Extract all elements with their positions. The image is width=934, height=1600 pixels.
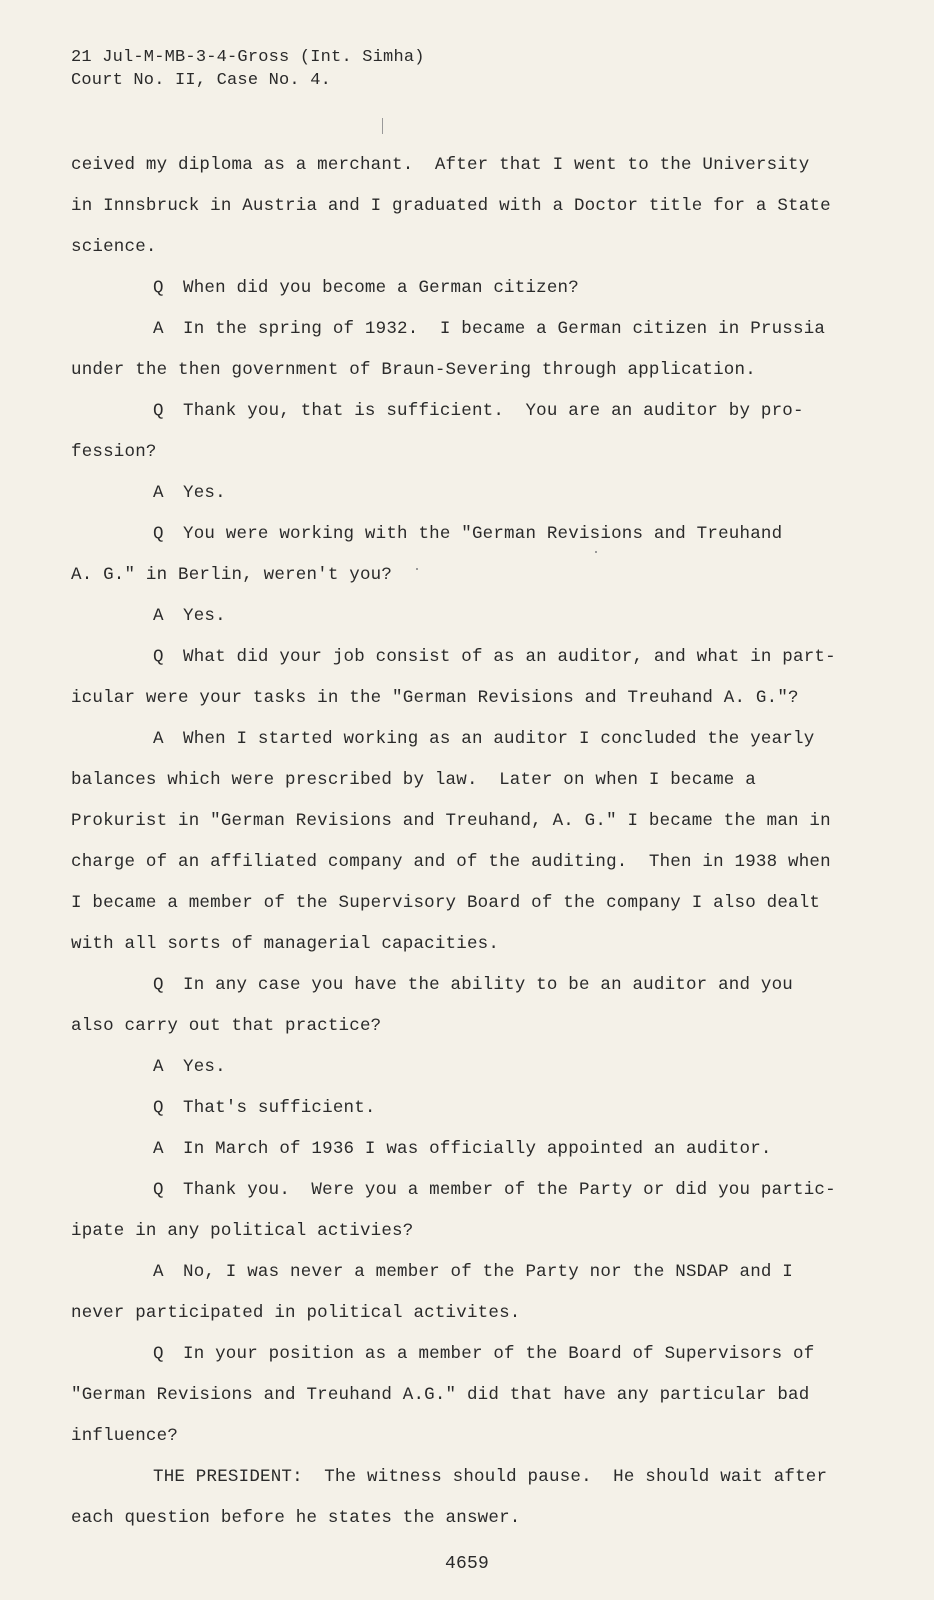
line-text: When I started working as an auditor I concluded the yearly: [183, 729, 815, 749]
line-text: with all sorts of managerial capacities.: [71, 934, 500, 954]
speaker-label: A: [153, 319, 164, 339]
transcript-line: [71, 596, 891, 637]
transcript-line: [71, 432, 891, 473]
line-text: Yes.: [183, 483, 226, 503]
speaker-label: A: [153, 1139, 164, 1159]
transcript-line: [71, 637, 891, 678]
speaker-label: Q: [153, 401, 164, 421]
line-text: science.: [71, 237, 157, 257]
scan-mark: [382, 118, 383, 134]
transcript-line: [71, 514, 891, 555]
line-text: That's sufficient.: [183, 1098, 376, 1118]
line-text: fession?: [71, 442, 157, 462]
line-text: charge of an affiliated company and of the auditing. Then in 1938 when: [71, 852, 831, 872]
line-text: in Innsbruck in Austria and I graduated with a Doctor title for a State: [71, 196, 831, 216]
speaker-label: A: [153, 606, 164, 626]
line-text: ipate in any political activies?: [71, 1221, 414, 1241]
transcript-line: [71, 1498, 891, 1539]
transcript-line: [71, 760, 891, 801]
header-court-case: Court No. II, Case No. 4.: [71, 71, 332, 90]
transcript-line: [71, 145, 891, 186]
transcript-line: [71, 268, 891, 309]
line-text: Yes.: [183, 606, 226, 626]
transcript-line: [71, 1006, 891, 1047]
transcript-line: [71, 883, 891, 924]
speaker-label: Q: [153, 1098, 164, 1118]
header-reference: 21 Jul-M-MB-3-4-Gross (Int. Simha): [71, 48, 425, 67]
speaker-label: A: [153, 1262, 164, 1282]
transcript-line: [71, 1129, 891, 1170]
speaker-label: Q: [153, 647, 164, 667]
line-text: balances which were prescribed by law. Later on when I became a: [71, 770, 756, 790]
transcript-line: [71, 719, 891, 760]
line-text: No, I was never a member of the Party nor the NSDAP and I: [183, 1262, 793, 1282]
transcript-line: [71, 1334, 891, 1375]
document-header: [71, 46, 425, 92]
transcript-line: [71, 842, 891, 883]
line-text: In March of 1936 I was officially appointed an auditor.: [183, 1139, 772, 1159]
line-text: Thank you, that is sufficient. You are an auditor by pro-: [183, 401, 804, 421]
transcript-body: [71, 145, 891, 1539]
transcript-line: [71, 1375, 891, 1416]
transcript-line: [71, 227, 891, 268]
transcript-line: [71, 1047, 891, 1088]
speaker-label: A: [153, 729, 164, 749]
line-text: In your position as a member of the Board of Supervisors of: [183, 1344, 815, 1364]
line-text: "German Revisions and Treuhand A.G." did that have any particular bad: [71, 1385, 810, 1405]
speaker-label: Q: [153, 1344, 164, 1364]
line-text: under the then government of Braun-Severing through application.: [71, 360, 756, 380]
speaker-label: Q: [153, 1180, 164, 1200]
transcript-line: [71, 1252, 891, 1293]
transcript-line: [71, 678, 891, 719]
scan-mark: [416, 568, 418, 570]
transcript-line: [71, 801, 891, 842]
line-text: never participated in political activites.: [71, 1303, 521, 1323]
transcript-line: [71, 555, 891, 596]
speaker-label: Q: [153, 975, 164, 995]
line-text: influence?: [71, 1426, 179, 1446]
line-text: A. G." in Berlin, weren't you?: [71, 565, 393, 585]
transcript-line: [71, 186, 891, 227]
transcript-line: [71, 350, 891, 391]
line-text: You were working with the "German Revisions and Treuhand: [183, 524, 783, 544]
line-text: I became a member of the Supervisory Board of the company I also dealt: [71, 893, 821, 913]
scan-mark: [595, 551, 597, 553]
speaker-label: A: [153, 483, 164, 503]
speaker-label: Q: [153, 278, 164, 298]
line-text: also carry out that practice?: [71, 1016, 382, 1036]
line-text: ceived my diploma as a merchant. After that I went to the University: [71, 155, 810, 175]
speaker-label: A: [153, 1057, 164, 1077]
line-text: each question before he states the answer.: [71, 1508, 521, 1528]
transcript-line: [71, 924, 891, 965]
line-text: In the spring of 1932. I became a German citizen in Prussia: [183, 319, 826, 339]
page-number: 4659: [444, 1554, 489, 1574]
line-text: When did you become a German citizen?: [183, 278, 579, 298]
line-text: icular were your tasks in the "German Revisions and Treuhand A. G."?: [71, 688, 799, 708]
line-text: What did your job consist of as an auditor, and what in part-: [183, 647, 836, 667]
transcript-line: [71, 1293, 891, 1334]
transcript-line: [71, 1088, 891, 1129]
line-text: THE PRESIDENT: The witness should pause. He should wait after: [153, 1467, 828, 1487]
transcript-line: [71, 1416, 891, 1457]
transcript-line: [71, 965, 891, 1006]
line-text: Thank you. Were you a member of the Party or did you partic-: [183, 1180, 836, 1200]
transcript-line: [71, 1170, 891, 1211]
transcript-line: [71, 1457, 891, 1498]
transcript-line: [71, 391, 891, 432]
line-text: In any case you have the ability to be an auditor and you: [183, 975, 793, 995]
line-text: Prokurist in "German Revisions and Treuhand, A. G." I became the man in: [71, 811, 831, 831]
speaker-label: Q: [153, 524, 164, 544]
transcript-line: [71, 1211, 891, 1252]
line-text: Yes.: [183, 1057, 226, 1077]
transcript-line: [71, 473, 891, 514]
transcript-line: [71, 309, 891, 350]
